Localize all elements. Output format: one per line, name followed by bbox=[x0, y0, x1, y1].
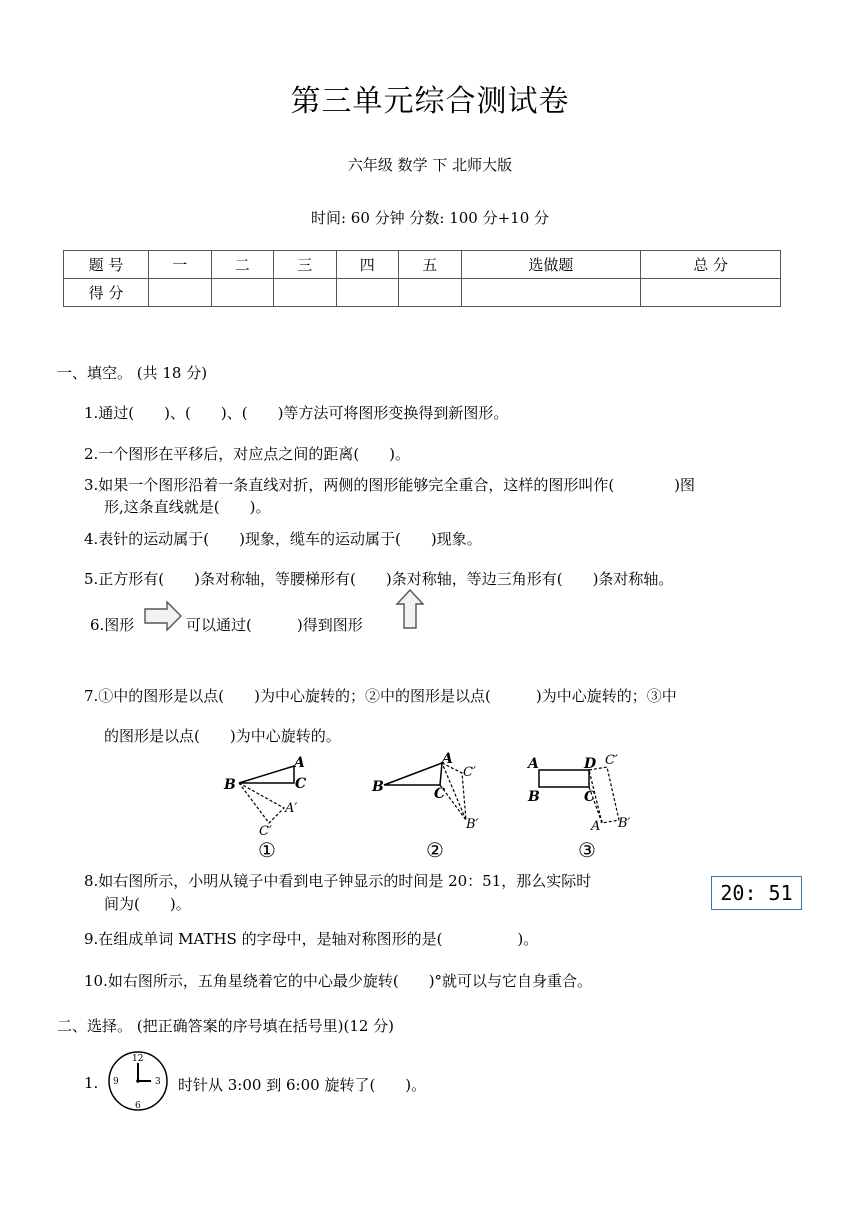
label-B: B bbox=[224, 777, 236, 793]
label-B: B bbox=[528, 789, 540, 805]
score-cell[interactable] bbox=[336, 279, 399, 307]
score-row-label: 得 分 bbox=[64, 279, 149, 307]
score-table-header: 选做题 bbox=[461, 251, 641, 279]
question-1-3-line1: 3.如果一个图形沿着一条直线对折，两侧的图形能够完全重合，这样的图形叫作( )图 bbox=[84, 476, 696, 494]
digital-clock-display: 20: 51 bbox=[711, 876, 802, 910]
time-score-line: 时间: 60 分钟 分数: 100 分+10 分 bbox=[310, 209, 550, 227]
label-C-prime: C′ bbox=[259, 824, 272, 839]
clock-number-9: 9 bbox=[113, 1077, 119, 1087]
label-C-prime: C′ bbox=[605, 753, 618, 768]
question-1-6-text: 可以通过( )得到图形 bbox=[186, 616, 363, 634]
score-table-header-row bbox=[64, 251, 781, 279]
clock-number-3: 3 bbox=[155, 1077, 161, 1087]
label-B: B bbox=[372, 779, 384, 795]
question-1-7-line1: 7.①中的图形是以点( )为中心旋转的；②中的图形是以点( )为中心旋转的；③中 bbox=[84, 687, 677, 705]
score-table-header: 题 号 bbox=[64, 251, 149, 279]
label-A-prime: A′ bbox=[591, 819, 604, 834]
question-1-2: 2.一个图形在平移后，对应点之间的距离( )。 bbox=[84, 445, 411, 463]
question-1-9: 9.在组成单词 MATHS 的字母中，是轴对称图形的是( )。 bbox=[84, 930, 539, 948]
rotation-figure-3 bbox=[525, 750, 645, 862]
question-1-1: 1.通过( )、( )、( )等方法可将图形变换得到新图形。 bbox=[84, 404, 509, 422]
up-arrow-shape-icon bbox=[395, 588, 425, 630]
question-1-8-line2: 间为( )。 bbox=[104, 895, 191, 913]
score-table-header: 总 分 bbox=[641, 251, 781, 279]
label-A: A bbox=[528, 756, 539, 772]
label-D: D bbox=[584, 756, 597, 772]
score-table bbox=[63, 250, 781, 307]
subtitle: 六年级 数学 下 北师大版 bbox=[347, 156, 513, 174]
question-1-6-prefix: 6.图形 bbox=[90, 616, 135, 634]
score-cell[interactable] bbox=[641, 279, 781, 307]
rotation-figure-2 bbox=[370, 750, 490, 862]
label-B-prime: B′ bbox=[466, 817, 479, 832]
question-1-7-line2: 的图形是以点( )为中心旋转的。 bbox=[104, 727, 341, 745]
label-B-prime: B′ bbox=[618, 816, 631, 831]
figure-number-1: ① bbox=[258, 838, 276, 862]
figure-number-2: ② bbox=[426, 838, 444, 862]
figure-number-3: ③ bbox=[578, 838, 596, 862]
question-1-10: 10.如右图所示，五角星绕着它的中心最少旋转( )°就可以与它自身重合。 bbox=[84, 972, 593, 990]
label-A: A bbox=[442, 751, 453, 767]
score-cell[interactable] bbox=[274, 279, 337, 307]
score-cell[interactable] bbox=[461, 279, 641, 307]
label-A: A bbox=[294, 755, 305, 771]
score-cell[interactable] bbox=[399, 279, 462, 307]
section-1-heading: 一、填空。 (共 18 分) bbox=[57, 364, 208, 382]
score-cell[interactable] bbox=[211, 279, 274, 307]
rotation-figure-1 bbox=[222, 750, 322, 862]
label-C-prime: C′ bbox=[463, 765, 476, 780]
score-table-header: 四 bbox=[336, 251, 399, 279]
question-1-4: 4.表针的运动属于( )现象，缆车的运动属于( )现象。 bbox=[84, 530, 482, 548]
page-title: 第三单元综合测试卷 bbox=[290, 84, 570, 119]
question-1-8-line1: 8.如右图所示，小明从镜子中看到电子钟显示的时间是 20：51，那么实际时 bbox=[84, 872, 592, 890]
clock-number-6: 6 bbox=[135, 1101, 141, 1111]
right-arrow-shape-icon bbox=[143, 600, 183, 632]
score-table-header: 一 bbox=[149, 251, 212, 279]
analog-clock-icon bbox=[106, 1050, 170, 1112]
question-1-5: 5.正方形有( )条对称轴，等腰梯形有( )条对称轴，等边三角形有( )条对称轴。 bbox=[84, 570, 674, 588]
clock-number-12: 12 bbox=[132, 1054, 144, 1064]
score-table-header: 五 bbox=[399, 251, 462, 279]
question-2-1-number: 1. bbox=[84, 1074, 99, 1092]
question-2-1-text: 时针从 3:00 到 6:00 旋转了( )。 bbox=[178, 1076, 427, 1094]
score-table-score-row bbox=[64, 279, 781, 307]
label-C: C bbox=[295, 776, 307, 792]
score-cell[interactable] bbox=[149, 279, 212, 307]
label-A-prime: A′ bbox=[285, 801, 298, 816]
label-C: C bbox=[584, 789, 596, 805]
label-C: C bbox=[434, 786, 446, 802]
score-table-header: 二 bbox=[211, 251, 274, 279]
score-table-header: 三 bbox=[274, 251, 337, 279]
section-2-heading: 二、选择。 (把正确答案的序号填在括号里)(12 分) bbox=[57, 1017, 395, 1035]
question-1-3-line2: 形,这条直线就是( )。 bbox=[104, 498, 271, 516]
